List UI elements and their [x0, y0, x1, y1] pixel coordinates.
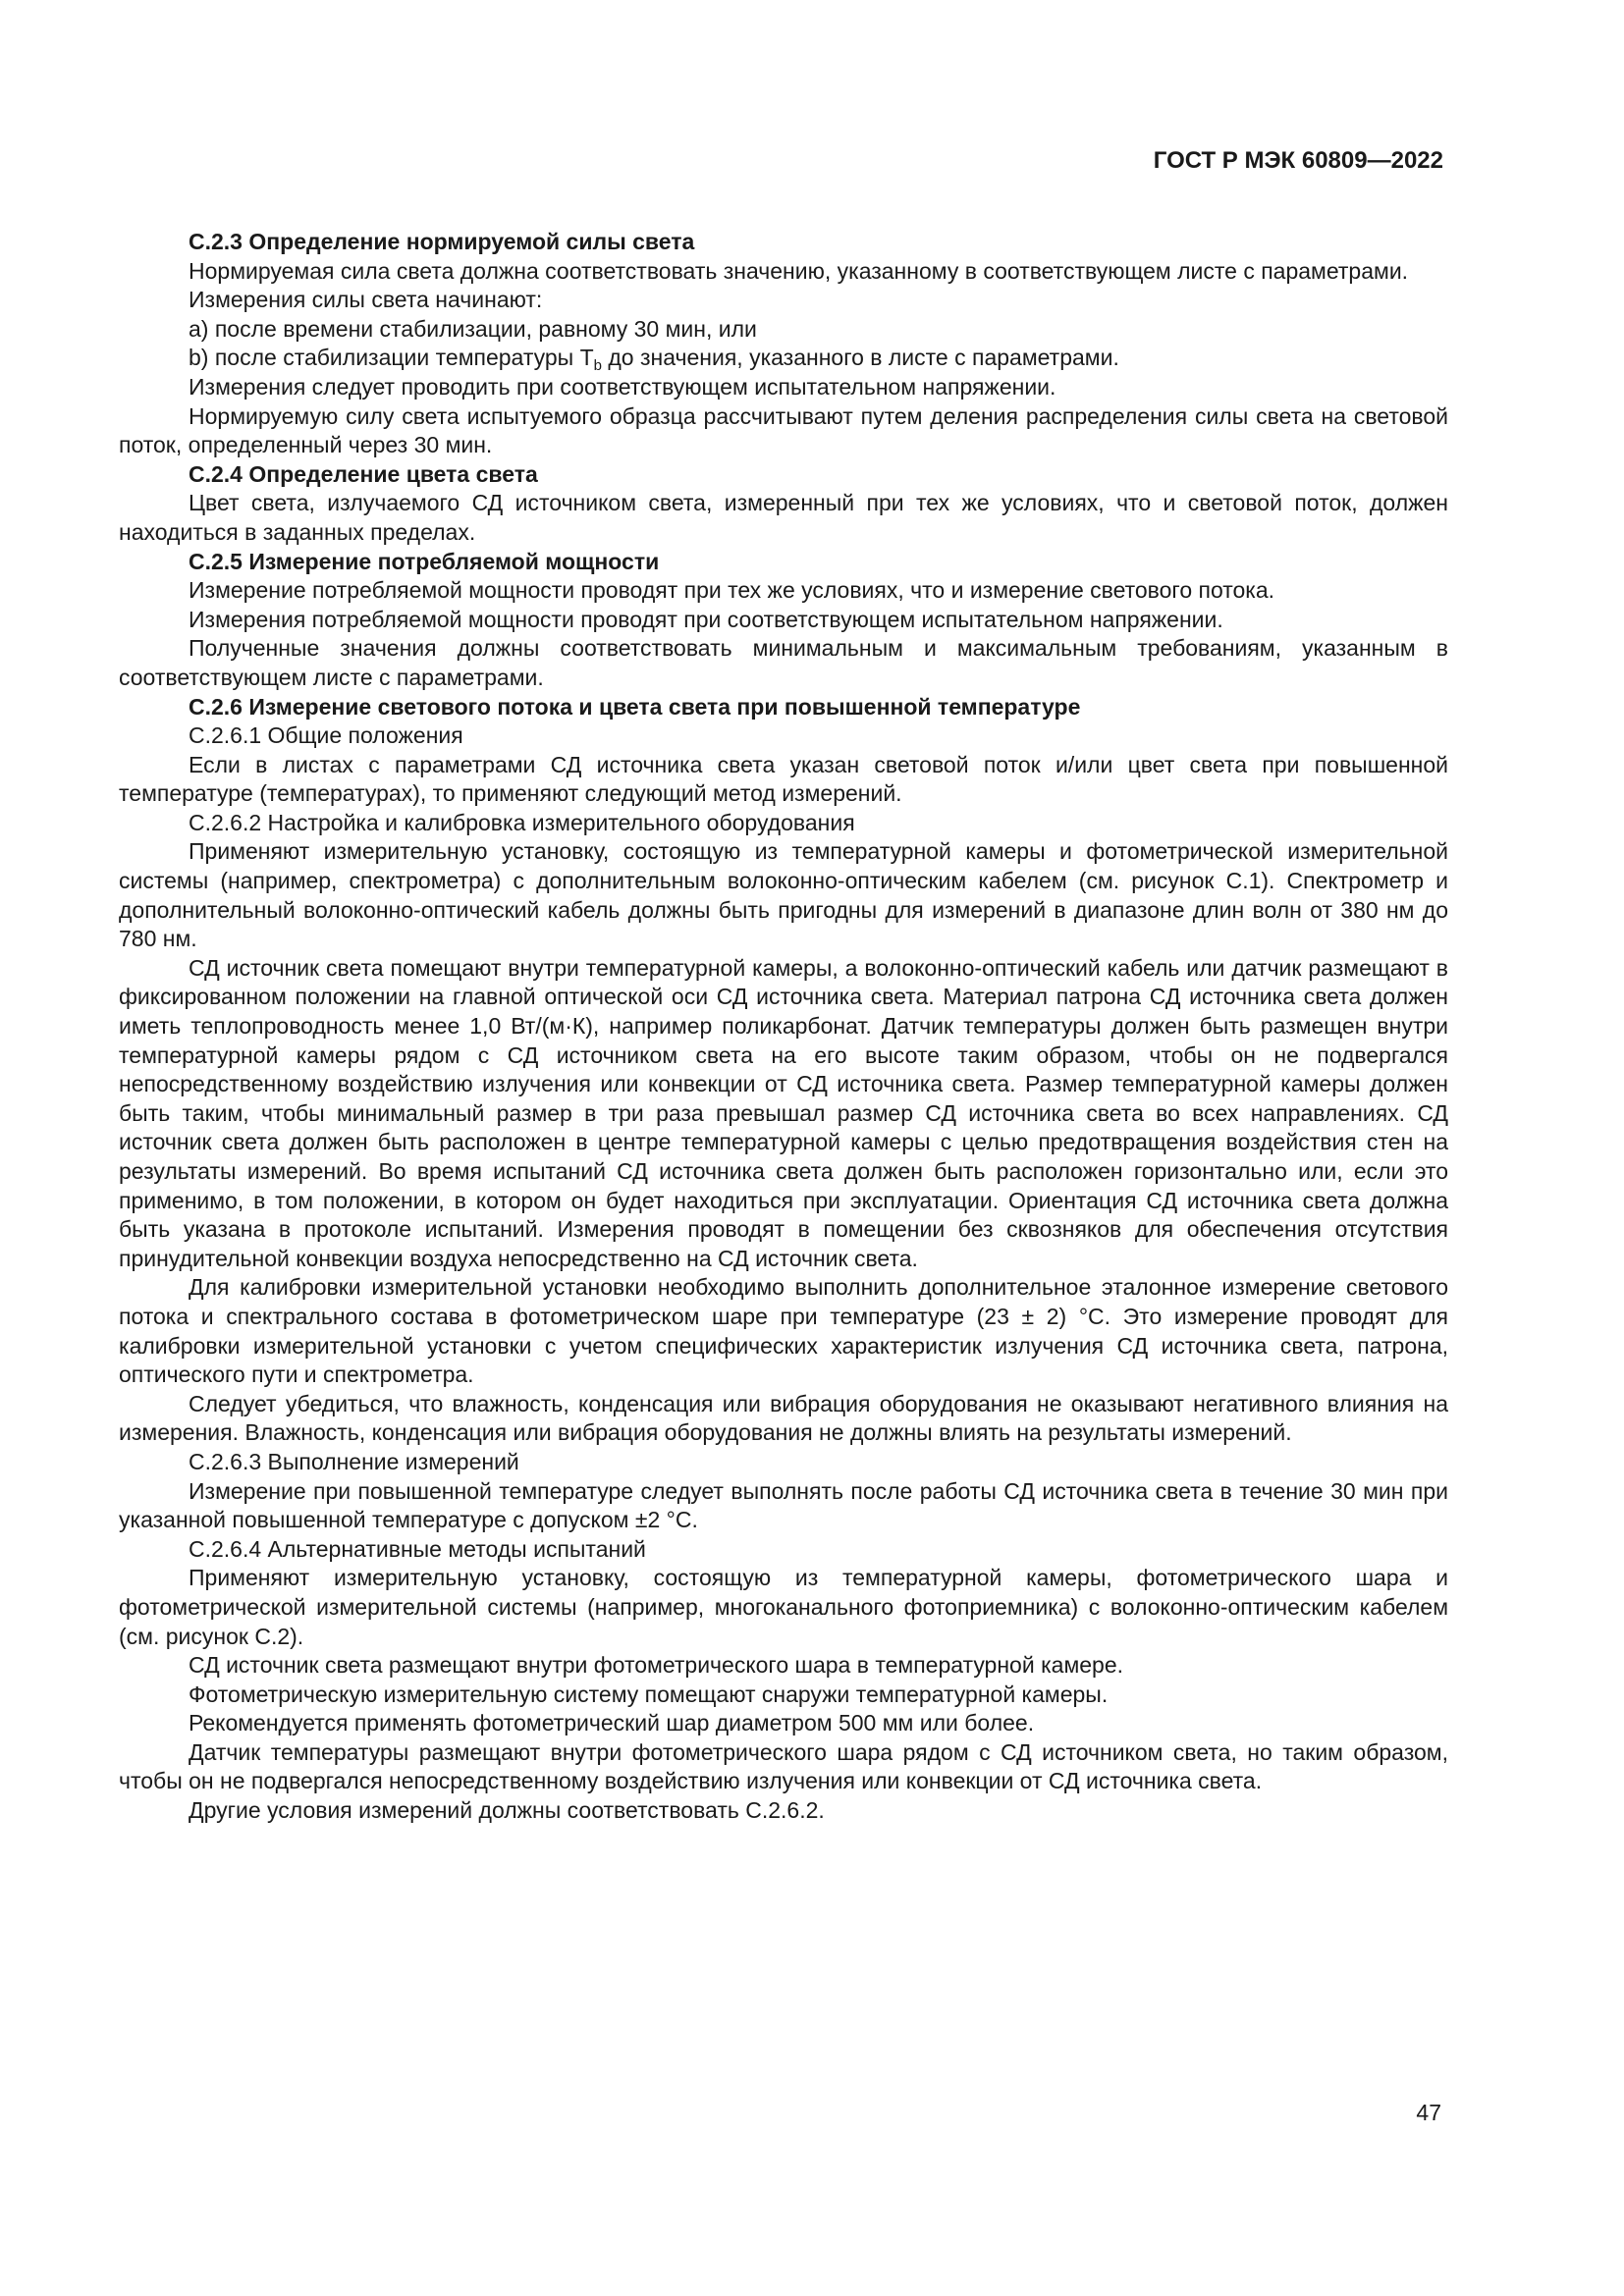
paragraph: Полученные значения должны соответствовать минимальным и максимальным требованиям, указанным в соответствующем листе с параметрами.: [119, 635, 1448, 690]
subscript: b: [593, 357, 602, 375]
paragraph: СД источник света помещают внутри температурной камеры, а волоконно-оптический кабель или датчик размещают в фиксированном положении на главной оптической оси СД источника света. Материал патрона СД источника света должен иметь теплопроводность менее 1,0 Вт/(м·К), например поликарбонат. Датчик температуры должен быть размещен внутри температурной камеры рядом с СД источником света на его высоте таким образом, чтобы он не подвергался непосредственному воздействию излучения или конвекции от СД источника света. Размер температурной камеры должен быть таким, чтобы минимальный размер в три раза превышал размер СД источника света во всех направлениях. СД источник света должен быть расположен в центре температурной камеры с целью предотвращения воздействия стен на результаты измерений. Во время испытаний СД источника света должен быть расположен горизонтально или, если это применимо, в том положении, в котором он будет находиться при эксплуатации. Ориентация СД источника света должна быть указана в протоколе испытаний. Измерения проводят в помещении без сквозняков для обеспечения отсутствия принудительной конвекции воздуха непосредственно на СД источник света.: [119, 954, 1448, 1271]
document-body: [119, 228, 1448, 1826]
document-code-header: ГОСТ Р МЭК 60809—2022: [1153, 147, 1443, 174]
paragraph: СД источник света размещают внутри фотометрического шара в температурной камере.: [189, 1652, 1124, 1679]
paragraph: Для калибровки измерительной установки необходимо выполнить дополнительное эталонное измерение светового потока и спектрального состава в фотометрическом шаре при температуре (23 ± 2) °C. Это измерение проводят для калибровки измерительной установки с учетом специфических характеристик излучения СД источника света, патрона, оптического пути и спектрометра.: [119, 1274, 1448, 1388]
list-item: a) после времени стабилизации, равному 30 мин, или: [189, 315, 757, 342]
subsection-heading: C.2.6.1 Общие положения: [189, 722, 463, 749]
subsection-heading: C.2.6.4 Альтернативные методы испытаний: [189, 1535, 646, 1562]
paragraph: Измерение при повышенной температуре следует выполнять после работы СД источника света в течение 30 мин при указанной повышенной температуре с допуском ±2 °C.: [119, 1477, 1448, 1533]
paragraph: Измерения силы света начинают:: [189, 287, 543, 313]
paragraph: Применяют измерительную установку, состоящую из температурной камеры и фотометрической измерительной системы (например, спектрометра) с дополнительным волоконно-оптическим кабелем (см. рисунок C.1). Спектрометр и дополнительный волоконно-оптический кабель должны быть пригодны для измерений в диапазоне длин волн от 380 нм до 780 нм.: [119, 838, 1448, 952]
paragraph: Измерения следует проводить при соответствующем испытательном напряжении.: [189, 373, 1056, 400]
section-heading-c-2-4: C.2.4 Определение цвета света: [189, 460, 538, 487]
paragraph: Следует убедиться, что влажность, конденсация или вибрация оборудования не оказывают негативного влияния на измерения. Влажность, конденсация или вибрация оборудования не должны влиять на результаты измерений.: [119, 1390, 1448, 1446]
paragraph: Измерение потребляемой мощности проводят при тех же условиях, что и измерение светового потока.: [189, 577, 1275, 604]
list-item: [119, 344, 1448, 373]
list-item-text: до значения, указанного в листе с параметрами.: [602, 345, 1119, 371]
paragraph: Если в листах с параметрами СД источника света указан световой поток и/или цвет света при повышенной температуре (температурах), то применяют следующий метод измерений.: [119, 751, 1448, 807]
paragraph: Применяют измерительную установку, состоящую из температурной камеры, фотометрического шара и фотометрической измерительной системы (например, многоканального фотоприемника) с волоконно-оптическим кабелем (см. рисунок C.2).: [119, 1565, 1448, 1649]
section-heading-c-2-6: C.2.6 Измерение светового потока и цвета света при повышенной температуре: [189, 693, 1081, 720]
paragraph: Нормируемую силу света испытуемого образца рассчитывают путем деления распределения силы света на световой поток, определенный через 30 мин.: [119, 402, 1448, 458]
section-heading-c-2-3: C.2.3 Определение нормируемой силы света: [189, 229, 695, 254]
section-heading-c-2-5: C.2.5 Измерение потребляемой мощности: [189, 548, 660, 574]
subsection-heading: C.2.6.2 Настройка и калибровка измерительного оборудования: [189, 809, 855, 835]
paragraph: Другие условия измерений должны соответствовать C.2.6.2.: [189, 1797, 825, 1824]
paragraph: Нормируемая сила света должна соответствовать значению, указанному в соответствующем листе с параметрами.: [189, 257, 1409, 284]
paragraph: Цвет света, излучаемого СД источником света, измеренный при тех же условиях, что и световой поток, должен находиться в заданных пределах.: [119, 490, 1448, 545]
paragraph: Датчик температуры размещают внутри фотометрического шара рядом с СД источником света, но таким образом, чтобы он не подвергался непосредственному воздействию излучения или конвекции от СД источника света.: [119, 1738, 1448, 1794]
page-number: 47: [1416, 2100, 1441, 2125]
paragraph: Измерения потребляемой мощности проводят при соответствующем испытательном напряжении.: [189, 606, 1223, 632]
paragraph: Рекомендуется применять фотометрический шар диаметром 500 мм или более.: [189, 1710, 1035, 1736]
list-item-text: b) после стабилизации температуры T: [189, 345, 594, 371]
paragraph: Фотометрическую измерительную систему помещают снаружи температурной камеры.: [189, 1681, 1109, 1707]
subsection-heading: C.2.6.3 Выполнение измерений: [189, 1448, 519, 1474]
